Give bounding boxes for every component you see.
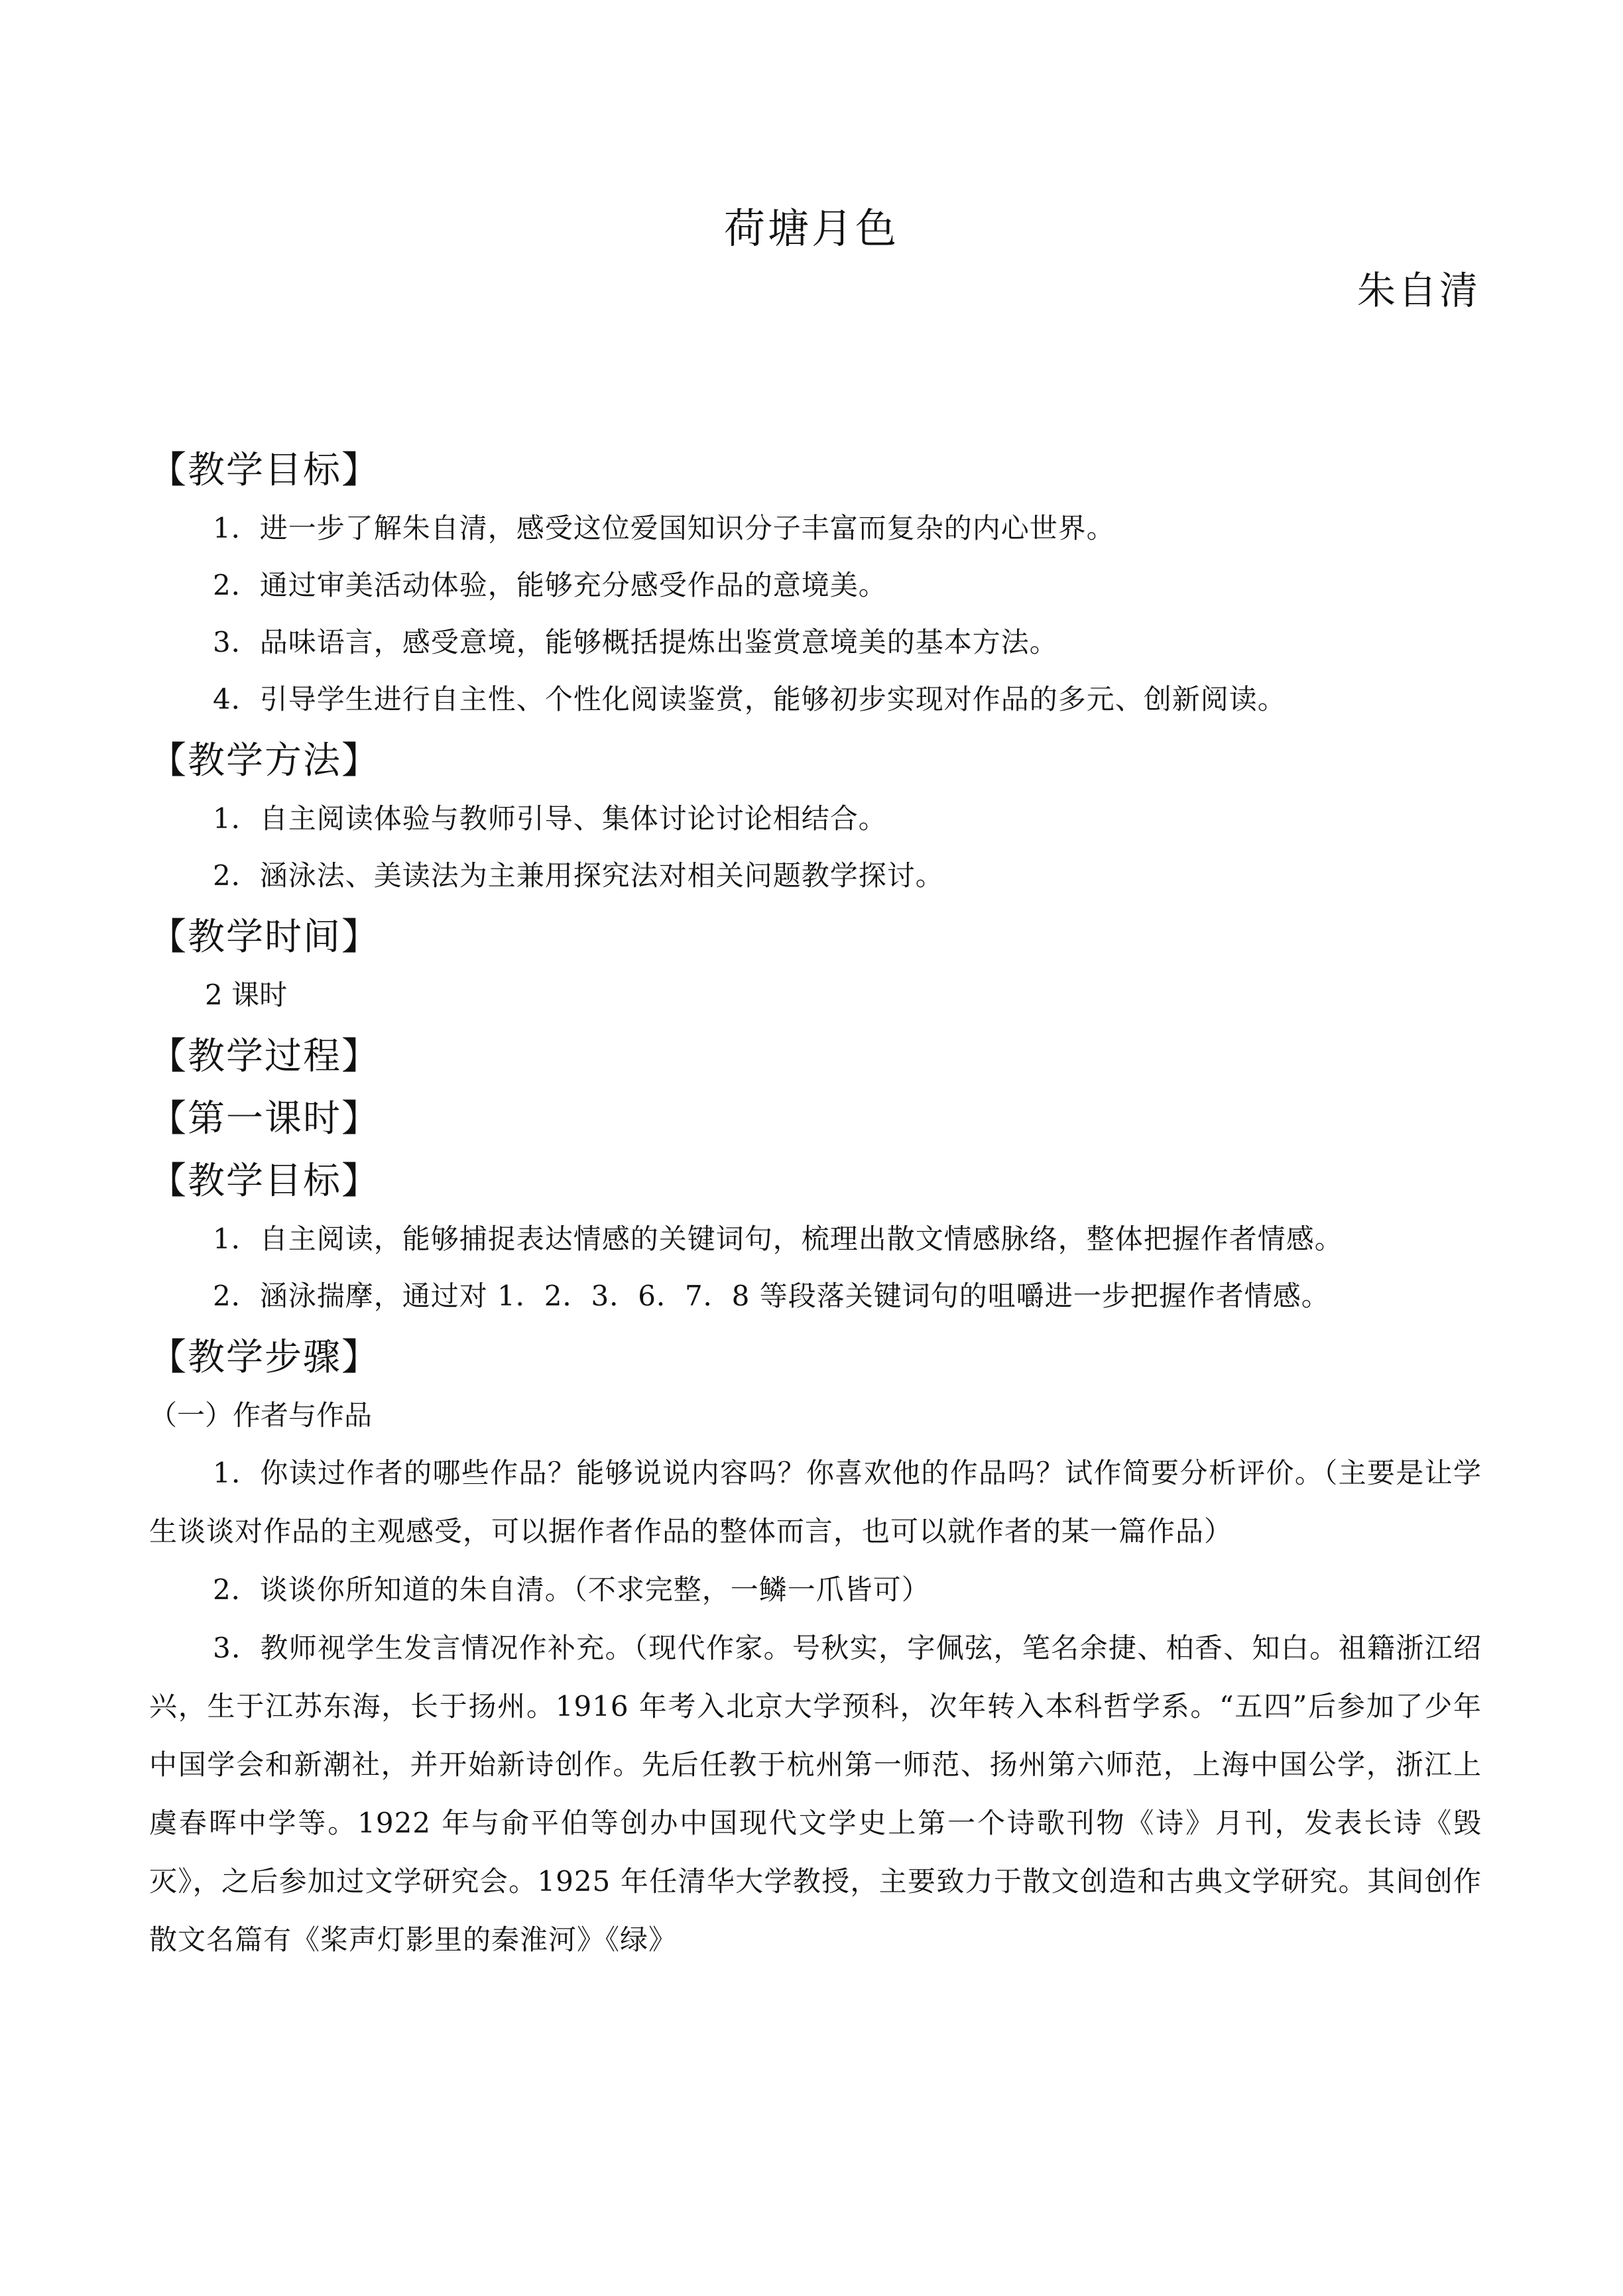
objective-item: 4．引导学生进行自主性、个性化阅读鉴赏，能够初步实现对作品的多元、创新阅读。	[213, 683, 1286, 715]
objective-item: 2．通过审美活动体验，能够充分感受作品的意境美。	[213, 569, 887, 601]
teaching-time-value: 2 课时	[205, 979, 288, 1011]
objective-item: 3．品味语言，感受意境，能够概括提炼出鉴赏意境美的基本方法。	[213, 626, 1058, 658]
lesson-objective-item: 2．涵泳揣摩，通过对 1．2．3．6．7．8 等段落关键词句的咀嚼进一步把握作者情感。	[213, 1280, 1330, 1312]
objective-item: 1．进一步了解朱自清，感受这位爱国知识分子丰富而复杂的内心世界。	[213, 512, 1115, 544]
document-title: 荷塘月色	[723, 204, 899, 253]
section-heading-methods: 【教学方法】	[149, 739, 380, 782]
document-body	[149, 438, 1482, 1969]
section-heading-process: 【教学过程】	[149, 1035, 380, 1078]
document-author: 朱自清	[1356, 268, 1480, 313]
section-heading-time: 【教学时间】	[149, 916, 380, 959]
lesson-objective-item: 1．自主阅读，能够捕捉表达情感的关键词句，梳理出散文情感脉络，整体把握作者情感。	[213, 1223, 1343, 1255]
steps-paragraph: 2．谈谈你所知道的朱自清。（不求完整，一鳞一爪皆可）	[213, 1573, 930, 1606]
section-heading-first-lesson: 【第一课时】	[149, 1097, 380, 1140]
steps-subheading: （一）作者与作品	[149, 1399, 373, 1431]
steps-paragraph: 3．教师视学生发言情况作补充。（现代作家。号秋实，字佩弦，笔名余捷、柏香、知白。祖籍浙江绍兴，生于江苏东海，长于扬州。1916 年考入北京大学预科，次年转入本科哲学系。“五四”后参加了少年中国学会和新潮社，并开始新诗创作。先后任教于杭州第一师范、扬州第六师范，上海中国公学，浙江上虞春晖中学等。1922 年与俞平伯等创办中国现代文学史上第一个诗歌刊物《诗》月刊，发表长诗《毁灭》，之后参加过文学研究会。1925 年任清华大学教授，主要致力于散文创造和古典文学研究。其间创作散文名篇有《桨声灯影里的秦淮河》《绿》	[149, 1632, 1482, 1956]
section-heading-lesson-objectives: 【教学目标】	[149, 1160, 380, 1203]
method-item: 2．涵泳法、美读法为主兼用探究法对相关问题教学探讨。	[213, 859, 944, 892]
section-heading-steps: 【教学步骤】	[149, 1336, 380, 1379]
method-item: 1．自主阅读体验与教师引导、集体讨论讨论相结合。	[213, 802, 887, 835]
section-heading-objectives: 【教学目标】	[149, 449, 380, 492]
steps-paragraph: 1．你读过作者的哪些作品？能够说说内容吗？你喜欢他的作品吗？试作简要分析评价。（主要是让学生谈谈对作品的主观感受，可以据作者作品的整体而言，也可以就作者的某一篇作品）	[149, 1457, 1482, 1547]
